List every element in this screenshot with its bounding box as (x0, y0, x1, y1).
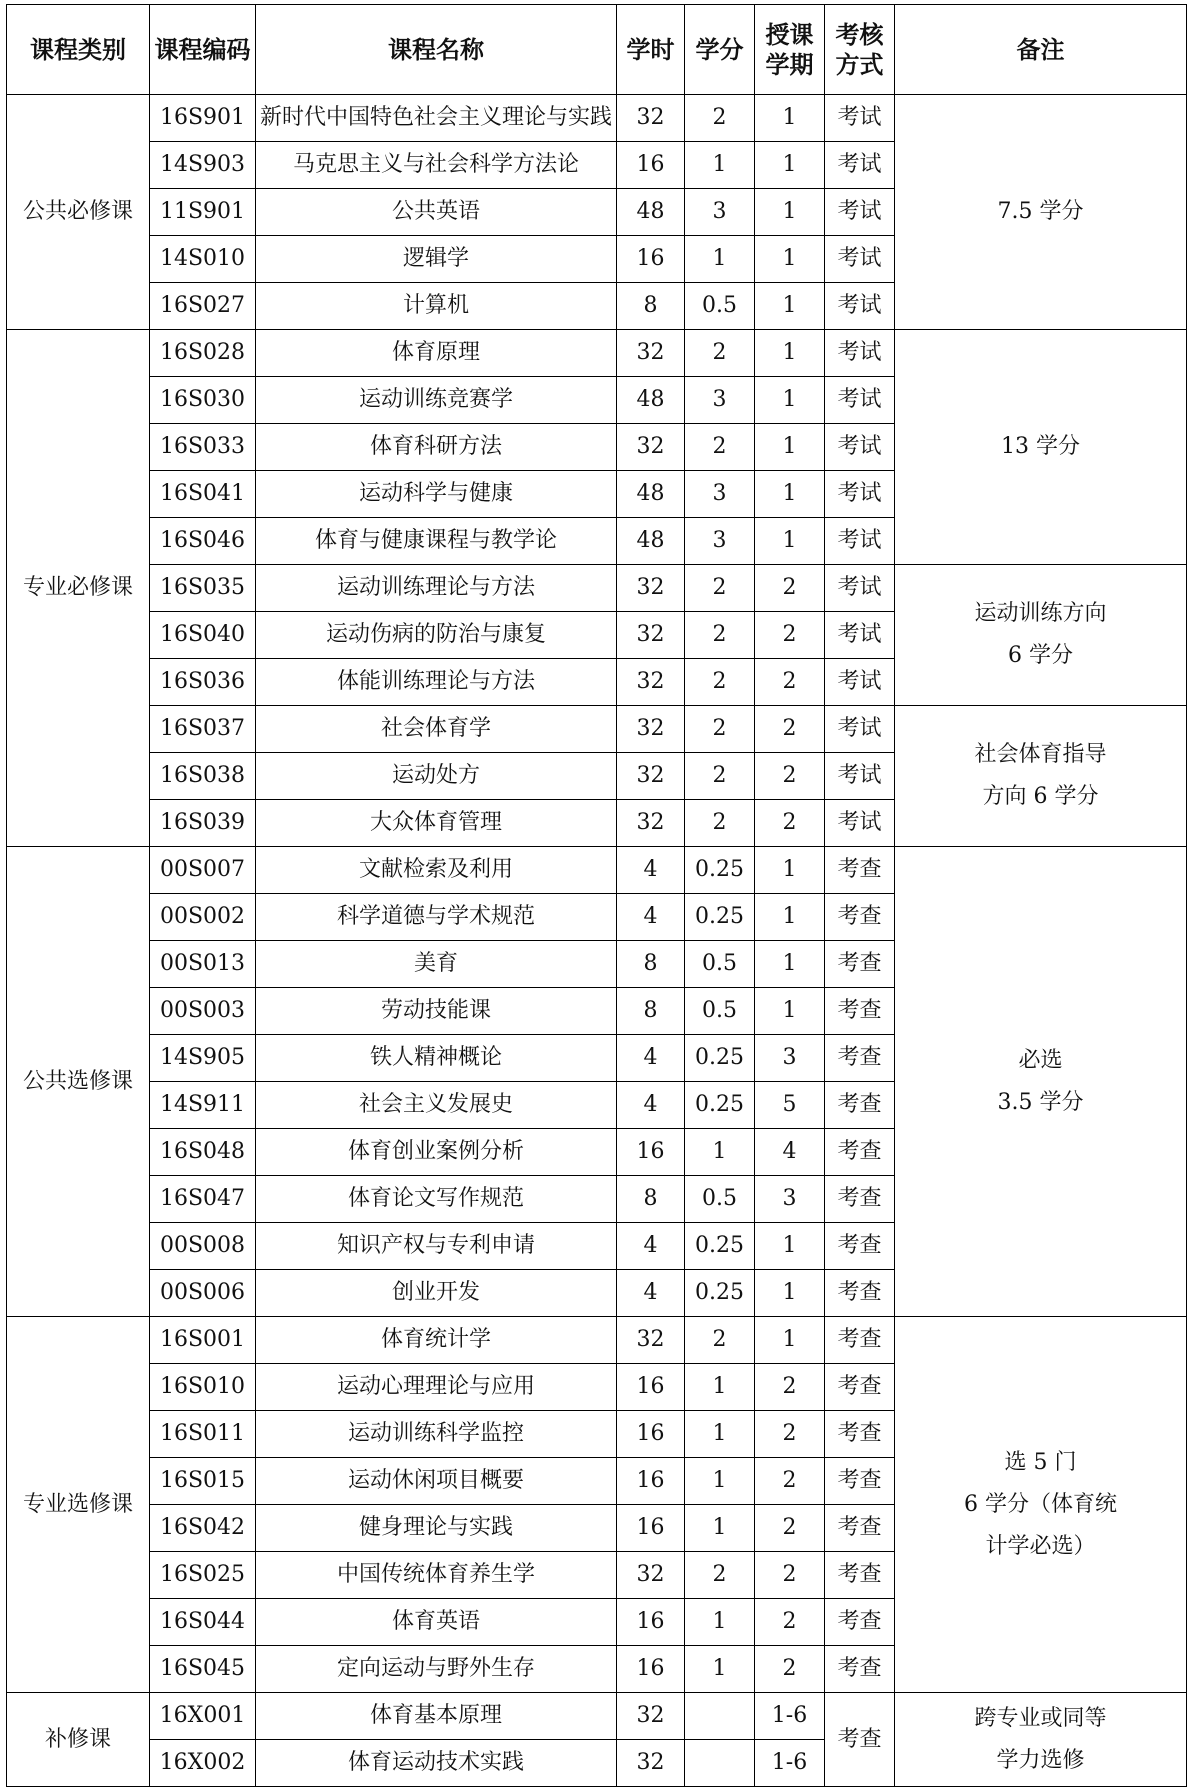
course-exam: 考查 (825, 941, 895, 988)
course-hours: 4 (617, 894, 685, 941)
course-name: 科学道德与学术规范 (256, 894, 617, 941)
course-semester: 2 (755, 706, 825, 753)
course-exam: 考试 (825, 659, 895, 706)
course-code: 16S030 (150, 377, 256, 424)
course-name: 体育统计学 (256, 1317, 617, 1364)
course-name: 新时代中国特色社会主义理论与实践 (256, 95, 617, 142)
course-exam: 考查 (825, 1223, 895, 1270)
course-credits: 0.25 (685, 847, 755, 894)
notes-cell (895, 95, 1187, 330)
course-credits: 1 (685, 1364, 755, 1411)
course-name: 体育创业案例分析 (256, 1129, 617, 1176)
header-exam-line2: 方式 (835, 50, 884, 79)
course-semester: 2 (755, 659, 825, 706)
course-exam: 考试 (825, 330, 895, 377)
notes-line: 6 学分（体育统 (964, 1491, 1117, 1517)
notes-cell (895, 1693, 1187, 1787)
course-name: 创业开发 (256, 1270, 617, 1317)
notes-line: 必选 (1018, 1047, 1063, 1073)
course-hours: 32 (617, 95, 685, 142)
course-semester: 1 (755, 95, 825, 142)
notes-line: 社会体育指导 (974, 742, 1107, 767)
course-exam: 考查 (825, 1035, 895, 1082)
header-category: 课程类别 (7, 5, 150, 95)
course-name: 定向运动与野外生存 (256, 1646, 617, 1693)
course-credits: 1 (685, 1458, 755, 1505)
course-credits: 1 (685, 1129, 755, 1176)
course-credits: 1 (685, 1411, 755, 1458)
course-credits: 2 (685, 753, 755, 800)
course-hours: 48 (617, 377, 685, 424)
course-semester: 1-6 (755, 1693, 825, 1740)
course-semester: 2 (755, 1505, 825, 1552)
course-exam: 考查 (825, 847, 895, 894)
table-row (7, 1693, 1187, 1740)
course-code: 00S006 (150, 1270, 256, 1317)
course-exam: 考试 (825, 612, 895, 659)
course-hours: 16 (617, 1364, 685, 1411)
course-exam: 考查 (825, 1270, 895, 1317)
course-semester: 1-6 (755, 1740, 825, 1787)
course-code: 16S025 (150, 1552, 256, 1599)
course-code: 14S010 (150, 236, 256, 283)
course-hours: 8 (617, 941, 685, 988)
course-semester: 1 (755, 894, 825, 941)
category-cell: 公共选修课 (7, 847, 150, 1317)
course-credits (685, 1740, 755, 1787)
notes-line: 运动训练方向 (974, 601, 1107, 626)
course-code: 16S036 (150, 659, 256, 706)
course-hours: 32 (617, 753, 685, 800)
course-credits: 2 (685, 95, 755, 142)
course-code: 16S048 (150, 1129, 256, 1176)
notes-cell (895, 565, 1187, 706)
course-hours: 16 (617, 1129, 685, 1176)
table-row (7, 847, 1187, 894)
category-cell: 公共必修课 (7, 95, 150, 330)
course-exam: 考试 (825, 753, 895, 800)
course-credits: 2 (685, 1552, 755, 1599)
course-hours: 32 (617, 659, 685, 706)
notes-line: 学力选修 (996, 1747, 1085, 1773)
course-hours: 16 (617, 1646, 685, 1693)
course-semester: 1 (755, 424, 825, 471)
header-name: 课程名称 (256, 5, 617, 95)
category-cell: 补修课 (7, 1693, 150, 1787)
course-name: 逻辑学 (256, 236, 617, 283)
course-semester: 5 (755, 1082, 825, 1129)
course-semester: 2 (755, 1411, 825, 1458)
course-semester: 1 (755, 142, 825, 189)
course-credits: 3 (685, 518, 755, 565)
course-name: 体育与健康课程与教学论 (256, 518, 617, 565)
course-credits: 2 (685, 330, 755, 377)
course-name: 运动休闲项目概要 (256, 1458, 617, 1505)
course-credits: 0.5 (685, 1176, 755, 1223)
course-name: 体育运动技术实践 (256, 1740, 617, 1787)
course-credits: 1 (685, 236, 755, 283)
notes-cell (895, 330, 1187, 565)
course-exam: 考试 (825, 189, 895, 236)
notes-line: 选 5 门 (1004, 1449, 1077, 1475)
course-name: 运动伤病的防治与康复 (256, 612, 617, 659)
notes-line: 跨专业或同等 (974, 1705, 1107, 1731)
course-credits: 2 (685, 1317, 755, 1364)
course-credits: 1 (685, 1505, 755, 1552)
course-name: 马克思主义与社会科学方法论 (256, 142, 617, 189)
course-exam: 考查 (825, 1364, 895, 1411)
course-semester: 1 (755, 1317, 825, 1364)
notes-line: 13 学分 (1001, 434, 1080, 459)
course-name: 劳动技能课 (256, 988, 617, 1035)
course-credits: 2 (685, 565, 755, 612)
course-code: 16S901 (150, 95, 256, 142)
course-semester: 2 (755, 800, 825, 847)
course-exam: 考试 (825, 706, 895, 753)
course-code: 14S911 (150, 1082, 256, 1129)
course-code: 16S033 (150, 424, 256, 471)
course-semester: 1 (755, 518, 825, 565)
course-code: 16S037 (150, 706, 256, 753)
course-hours: 32 (617, 706, 685, 753)
header-row (7, 5, 1187, 95)
course-exam: 考试 (825, 471, 895, 518)
course-exam: 考查 (825, 1552, 895, 1599)
course-semester: 1 (755, 941, 825, 988)
course-code: 16S039 (150, 800, 256, 847)
course-hours: 32 (617, 424, 685, 471)
course-exam: 考查 (825, 1458, 895, 1505)
course-exam: 考试 (825, 518, 895, 565)
course-semester: 4 (755, 1129, 825, 1176)
course-code: 16S044 (150, 1599, 256, 1646)
course-exam: 考查 (825, 1317, 895, 1364)
table-row (7, 706, 1187, 753)
course-name: 体育论文写作规范 (256, 1176, 617, 1223)
course-exam: 考查 (825, 1505, 895, 1552)
course-name: 体能训练理论与方法 (256, 659, 617, 706)
notes-cell (895, 1317, 1187, 1693)
course-exam: 考试 (825, 283, 895, 330)
course-semester: 2 (755, 753, 825, 800)
table-row (7, 1317, 1187, 1364)
course-semester: 2 (755, 1646, 825, 1693)
table-body (7, 95, 1187, 1787)
course-hours: 4 (617, 1223, 685, 1270)
course-name: 运动训练理论与方法 (256, 565, 617, 612)
course-semester: 1 (755, 236, 825, 283)
course-hours: 4 (617, 1270, 685, 1317)
course-hours: 32 (617, 612, 685, 659)
course-name: 铁人精神概论 (256, 1035, 617, 1082)
course-semester: 1 (755, 1223, 825, 1270)
course-code: 16S045 (150, 1646, 256, 1693)
notes-line: 6 学分 (1008, 643, 1073, 668)
course-name: 知识产权与专利申请 (256, 1223, 617, 1270)
course-semester: 1 (755, 988, 825, 1035)
course-hours: 16 (617, 236, 685, 283)
course-exam: 考试 (825, 95, 895, 142)
course-credits: 1 (685, 142, 755, 189)
course-semester: 2 (755, 1364, 825, 1411)
course-exam: 考查 (825, 1129, 895, 1176)
course-name: 健身理论与实践 (256, 1505, 617, 1552)
course-hours: 32 (617, 1740, 685, 1787)
header-semester (755, 5, 825, 95)
course-hours: 32 (617, 565, 685, 612)
table-row (7, 330, 1187, 377)
course-name: 大众体育管理 (256, 800, 617, 847)
course-credits: 0.25 (685, 1223, 755, 1270)
course-name: 社会主义发展史 (256, 1082, 617, 1129)
notes-line: 7.5 学分 (997, 199, 1084, 224)
course-credits: 2 (685, 659, 755, 706)
course-code: 00S003 (150, 988, 256, 1035)
course-credits: 3 (685, 471, 755, 518)
course-hours: 32 (617, 1693, 685, 1740)
course-hours: 8 (617, 988, 685, 1035)
course-code: 16S010 (150, 1364, 256, 1411)
course-code: 16X001 (150, 1693, 256, 1740)
course-hours: 8 (617, 283, 685, 330)
notes-cell (895, 847, 1187, 1317)
course-credits: 0.5 (685, 283, 755, 330)
course-exam: 考查 (825, 1411, 895, 1458)
course-code: 16S040 (150, 612, 256, 659)
course-credits: 0.25 (685, 894, 755, 941)
course-hours: 16 (617, 1599, 685, 1646)
course-name: 运动处方 (256, 753, 617, 800)
course-hours: 32 (617, 1552, 685, 1599)
category-cell: 专业必修课 (7, 330, 150, 847)
course-semester: 3 (755, 1176, 825, 1223)
course-name: 体育科研方法 (256, 424, 617, 471)
course-hours: 4 (617, 1035, 685, 1082)
course-code: 16S001 (150, 1317, 256, 1364)
course-semester: 1 (755, 283, 825, 330)
course-hours: 4 (617, 847, 685, 894)
course-exam: 考查 (825, 1082, 895, 1129)
course-code: 16S028 (150, 330, 256, 377)
course-hours: 8 (617, 1176, 685, 1223)
course-hours: 16 (617, 1505, 685, 1552)
course-hours: 48 (617, 189, 685, 236)
header-code: 课程编码 (150, 5, 256, 95)
course-hours: 48 (617, 518, 685, 565)
header-exam-line1: 考核 (835, 20, 884, 49)
course-exam: 考试 (825, 236, 895, 283)
course-hours: 32 (617, 1317, 685, 1364)
course-semester: 2 (755, 1458, 825, 1505)
course-name: 体育基本原理 (256, 1693, 617, 1740)
notes-line: 计学必选） (985, 1533, 1096, 1559)
course-credits: 0.25 (685, 1270, 755, 1317)
course-code: 16S038 (150, 753, 256, 800)
course-name: 运动训练科学监控 (256, 1411, 617, 1458)
course-credits (685, 1693, 755, 1740)
course-exam: 考试 (825, 800, 895, 847)
course-credits: 0.5 (685, 941, 755, 988)
course-code: 16S035 (150, 565, 256, 612)
course-hours: 16 (617, 1458, 685, 1505)
header-credits: 学分 (685, 5, 755, 95)
course-hours: 48 (617, 471, 685, 518)
course-code: 16S046 (150, 518, 256, 565)
table-row (7, 95, 1187, 142)
header-exam (825, 5, 895, 95)
course-code: 11S901 (150, 189, 256, 236)
course-code: 16S042 (150, 1505, 256, 1552)
course-code: 14S903 (150, 142, 256, 189)
course-credits: 0.5 (685, 988, 755, 1035)
course-semester: 2 (755, 565, 825, 612)
course-name: 公共英语 (256, 189, 617, 236)
course-exam: 考查 (825, 988, 895, 1035)
course-code: 16S027 (150, 283, 256, 330)
course-hours: 4 (617, 1082, 685, 1129)
category-cell: 专业选修课 (7, 1317, 150, 1693)
course-credits: 1 (685, 1646, 755, 1693)
course-credits: 2 (685, 424, 755, 471)
table-row (7, 565, 1187, 612)
course-table (6, 4, 1187, 1787)
notes-cell (895, 706, 1187, 847)
header-semester-line1: 授课 (765, 20, 814, 49)
course-credits: 0.25 (685, 1082, 755, 1129)
header-notes: 备注 (895, 5, 1187, 95)
course-name: 体育英语 (256, 1599, 617, 1646)
course-code: 16S047 (150, 1176, 256, 1223)
course-exam: 考查 (825, 1599, 895, 1646)
course-code: 00S007 (150, 847, 256, 894)
course-hours: 16 (617, 1411, 685, 1458)
course-name: 运动科学与健康 (256, 471, 617, 518)
course-semester: 3 (755, 1035, 825, 1082)
course-name: 社会体育学 (256, 706, 617, 753)
header-hours: 学时 (617, 5, 685, 95)
course-semester: 1 (755, 1270, 825, 1317)
course-credits: 3 (685, 189, 755, 236)
course-name: 美育 (256, 941, 617, 988)
notes-line: 3.5 学分 (997, 1089, 1084, 1115)
course-name: 计算机 (256, 283, 617, 330)
course-code: 00S002 (150, 894, 256, 941)
course-code: 16S011 (150, 1411, 256, 1458)
course-credits: 2 (685, 612, 755, 659)
course-credits: 2 (685, 800, 755, 847)
course-exam: 考查 (825, 1646, 895, 1693)
notes-line: 方向 6 学分 (982, 784, 1099, 809)
course-exam: 考查 (825, 894, 895, 941)
course-semester: 1 (755, 847, 825, 894)
course-name: 运动训练竞赛学 (256, 377, 617, 424)
course-code: 00S013 (150, 941, 256, 988)
course-code: 16X002 (150, 1740, 256, 1787)
course-hours: 32 (617, 330, 685, 377)
course-code: 16S015 (150, 1458, 256, 1505)
course-semester: 2 (755, 612, 825, 659)
course-semester: 1 (755, 189, 825, 236)
course-semester: 1 (755, 471, 825, 518)
course-name: 中国传统体育养生学 (256, 1552, 617, 1599)
course-exam: 考查 (825, 1693, 895, 1787)
course-code: 00S008 (150, 1223, 256, 1270)
course-code: 14S905 (150, 1035, 256, 1082)
course-credits: 2 (685, 706, 755, 753)
course-code: 16S041 (150, 471, 256, 518)
course-exam: 考查 (825, 1176, 895, 1223)
course-exam: 考试 (825, 565, 895, 612)
course-exam: 考试 (825, 377, 895, 424)
course-credits: 3 (685, 377, 755, 424)
course-semester: 1 (755, 330, 825, 377)
course-hours: 16 (617, 142, 685, 189)
course-credits: 1 (685, 1599, 755, 1646)
course-hours: 32 (617, 800, 685, 847)
course-name: 文献检索及利用 (256, 847, 617, 894)
course-credits: 0.25 (685, 1035, 755, 1082)
course-name: 体育原理 (256, 330, 617, 377)
course-semester: 2 (755, 1599, 825, 1646)
course-semester: 2 (755, 1552, 825, 1599)
course-exam: 考试 (825, 142, 895, 189)
course-name: 运动心理理论与应用 (256, 1364, 617, 1411)
header-semester-line2: 学期 (765, 50, 814, 79)
course-exam: 考试 (825, 424, 895, 471)
course-semester: 1 (755, 377, 825, 424)
